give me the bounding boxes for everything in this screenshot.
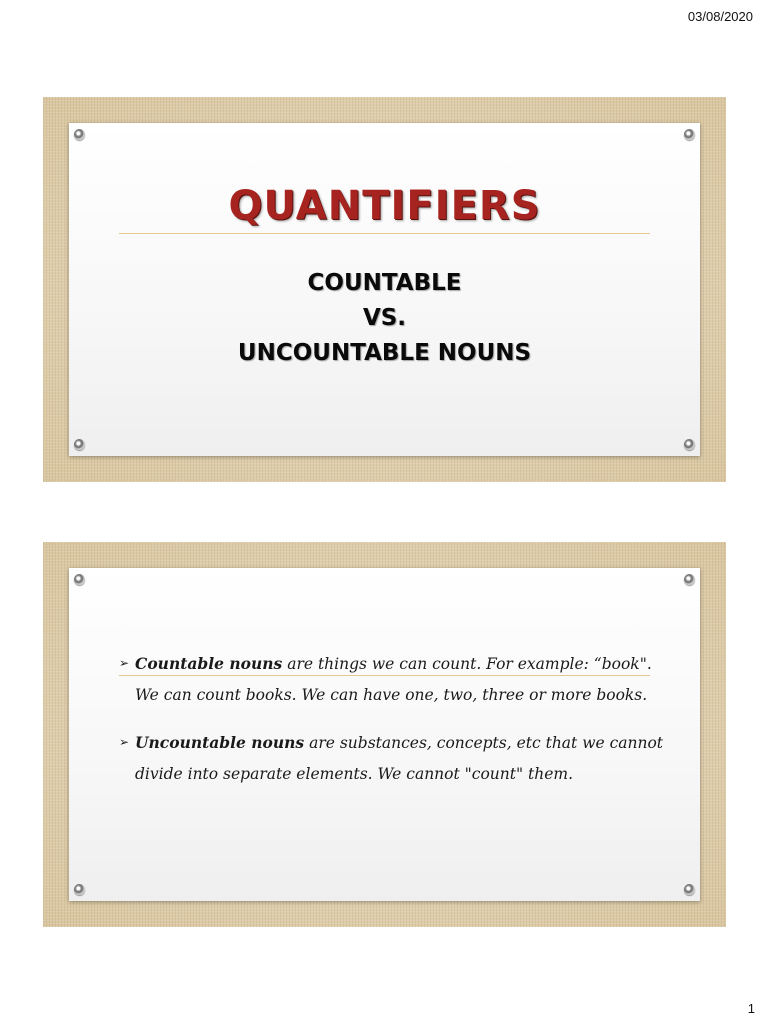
slide-2-card (69, 568, 700, 901)
pin-icon (74, 574, 85, 585)
bullet-uncountable (119, 727, 670, 790)
pin-icon (684, 884, 695, 895)
pin-icon (74, 884, 85, 895)
arrow-bullet-icon: ➢ (119, 735, 130, 749)
slide-2 (43, 542, 726, 927)
subtitle-line: VS. (362, 305, 407, 331)
pin-icon (684, 439, 695, 450)
slide-1-card (69, 123, 700, 456)
slide-1 (43, 97, 726, 482)
bullet-text: are things we can count. For example: “book". We can count books. We can have one, two, three or more books. (135, 655, 652, 704)
bullet-list (119, 648, 670, 790)
pin-icon (74, 439, 85, 450)
bullet-term: Countable nouns (135, 654, 283, 673)
arrow-bullet-icon: ➢ (119, 656, 130, 670)
bullet-countable (119, 648, 670, 711)
title-divider (119, 233, 650, 234)
pin-icon (74, 129, 85, 140)
pin-icon (684, 574, 695, 585)
subtitle-line: UNCOUNTABLE NOUNS (237, 340, 532, 366)
print-date: 03/08/2020 (687, 9, 753, 24)
page-number: 1 (747, 1001, 755, 1016)
bullet-text: are substances, concepts, etc that we cannot divide into separate elements. We cannot "count" them. (135, 734, 664, 783)
subtitle-line: COUNTABLE (307, 270, 462, 296)
pin-icon (684, 129, 695, 140)
slide-title: QUANTIFIERS (228, 183, 541, 229)
bullet-term: Uncountable nouns (135, 733, 305, 752)
slide-subtitle (69, 266, 700, 371)
